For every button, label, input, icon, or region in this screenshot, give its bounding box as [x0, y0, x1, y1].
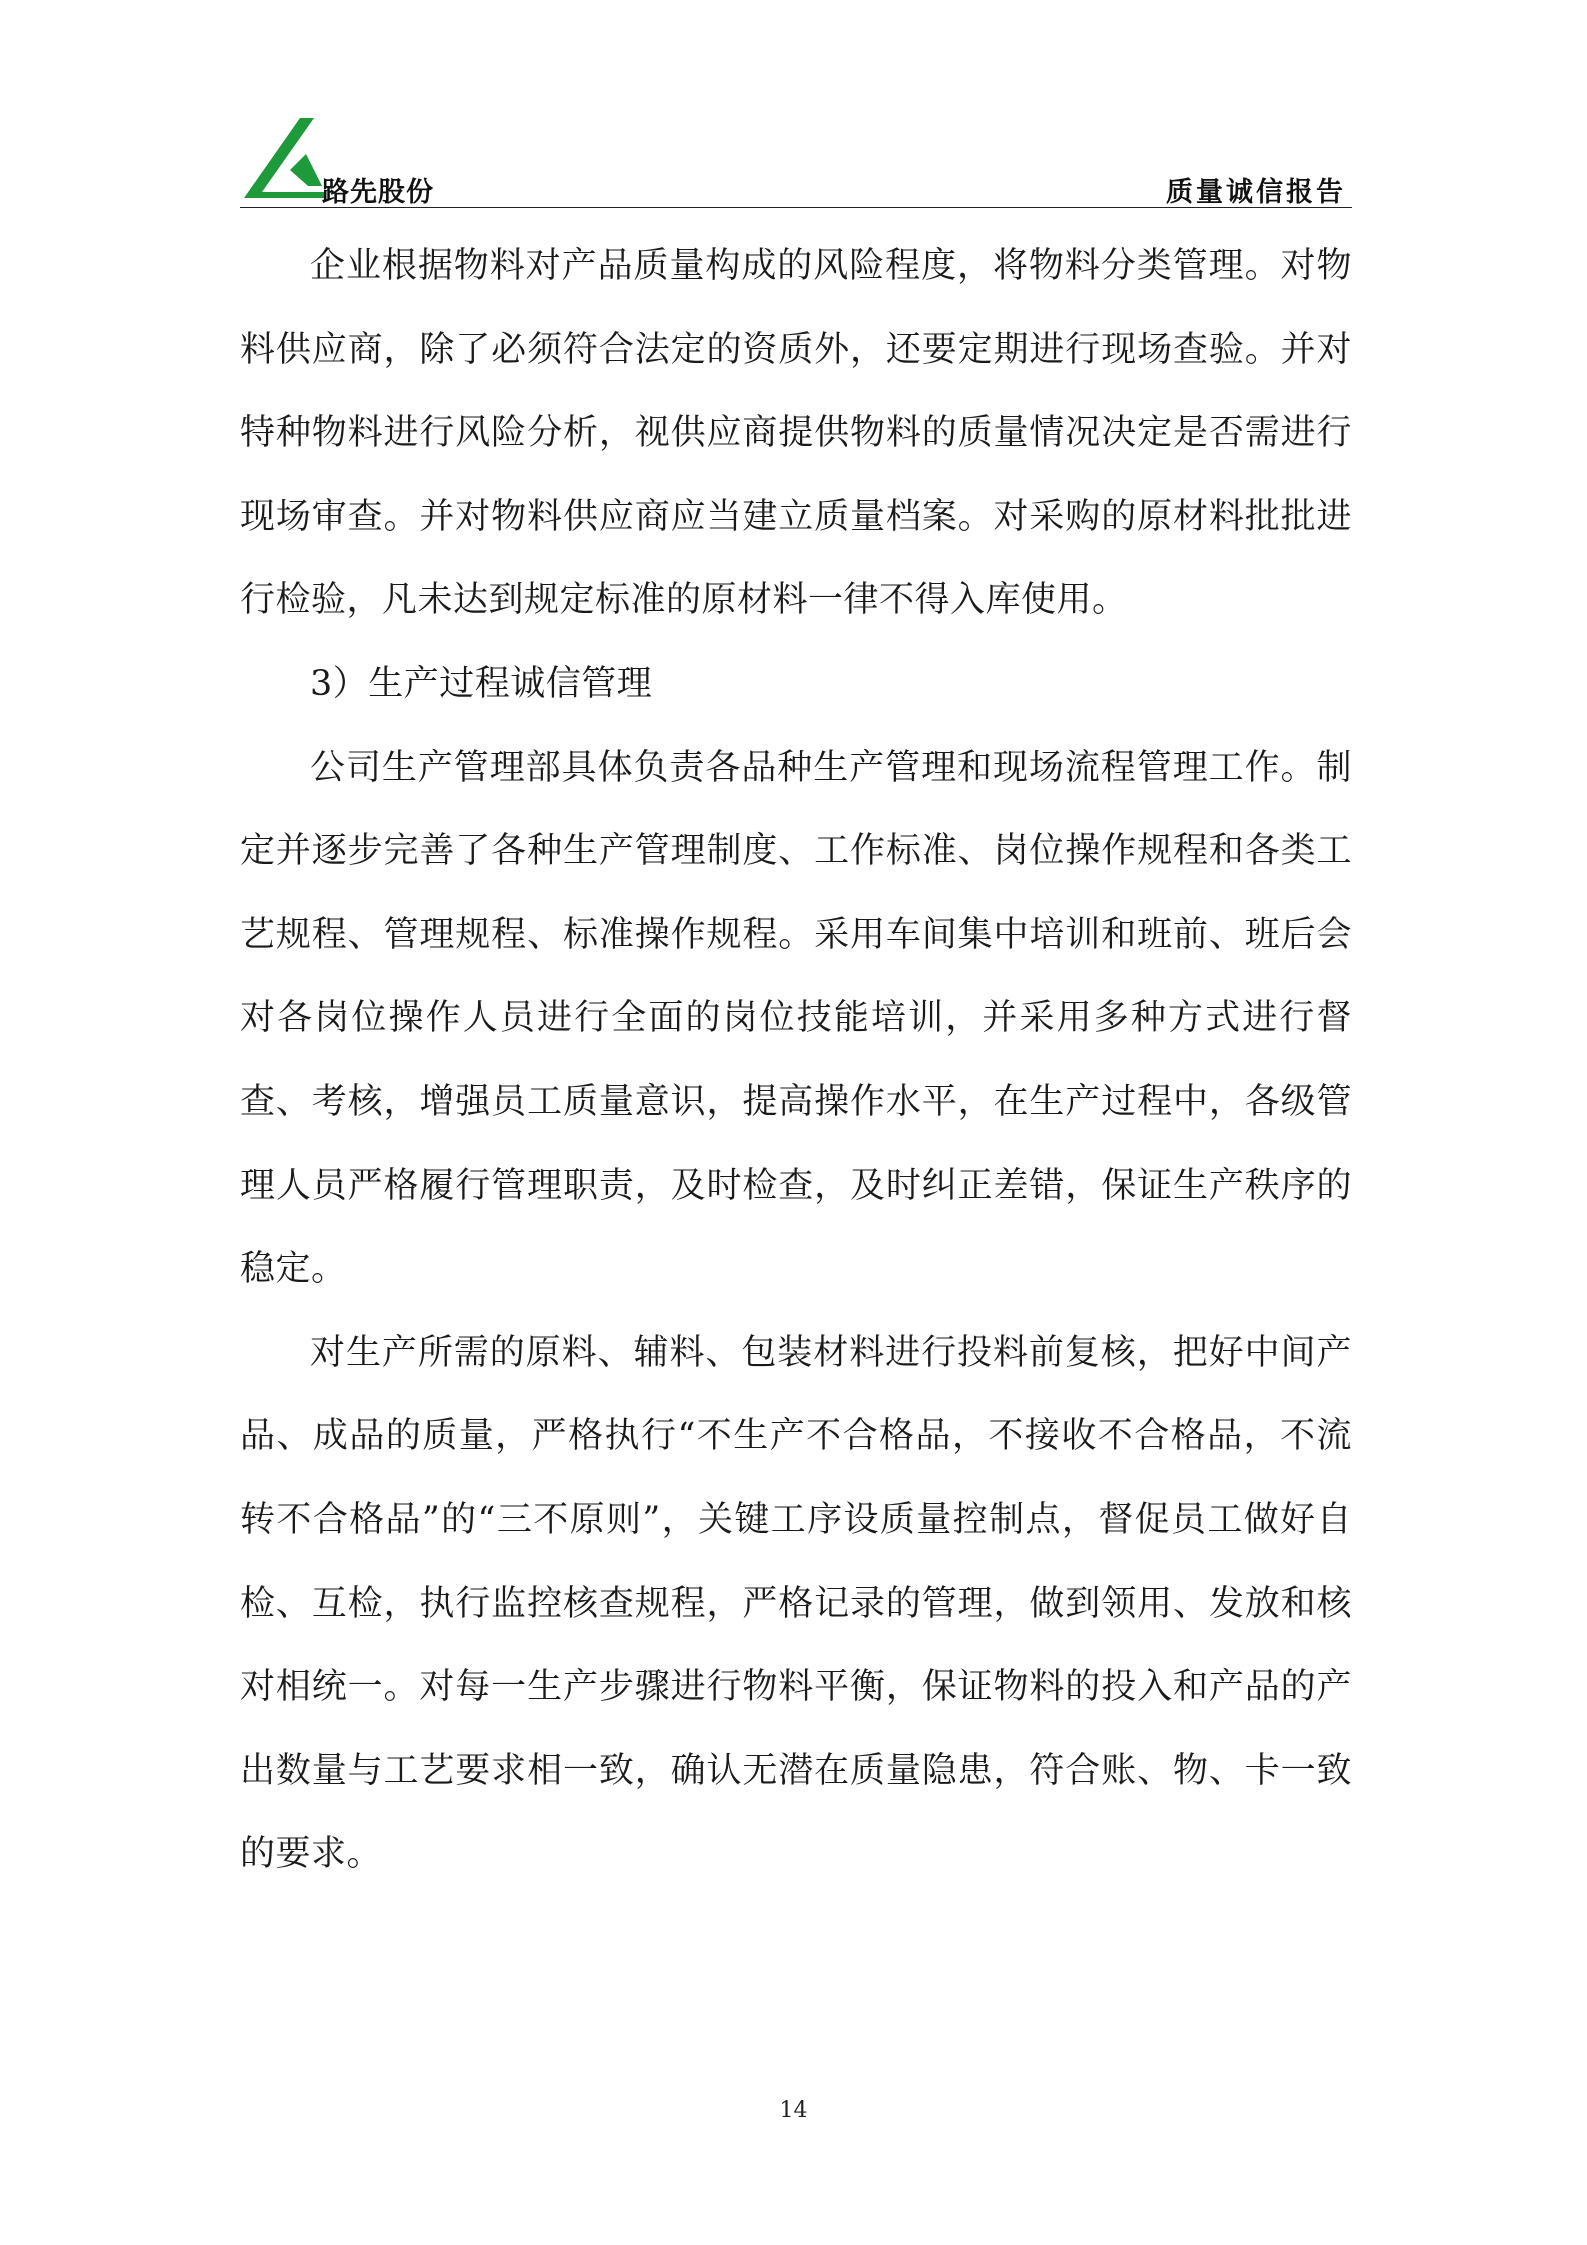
paragraph-materials: 企业根据物料对产品质量构成的风险程度，将物料分类管理。对物料供应商，除了必须符合法定的资质外，还要定期进行现场查验。并对特种物料进行风险分析，视供应商提供物料的质量情况决定是否需进行现场审查。并对物料供应商应当建立质量档案。对采购的原材料批批进行检验，凡未达到规定标准的原材料一律不得入库使用。	[240, 246, 1352, 621]
paragraph-production-control: 对生产所需的原料、辅料、包装材料进行投料前复核，把好中间产品、成品的质量，严格执行“不生产不合格品，不接收不合格品，不流转不合格品”的“三不原则”，关键工序设质量控制点，督促员工做好自检、互检，执行监控核查规程，严格记录的管理，做到领用、发放和核对相统一。对每一生产步骤进行物料平衡，保证物料的投入和产品的产出数量与工艺要求相一致，确认无潜在质量隐患，符合账、物、卡一致的要求。	[240, 1332, 1352, 1875]
company-name: 路先股份	[322, 177, 434, 208]
report-title: 质量诚信报告	[1166, 177, 1346, 208]
section-heading: 3）生产过程诚信管理	[310, 663, 653, 704]
header-divider	[240, 207, 1352, 208]
page-body	[240, 228, 1352, 1897]
page-number: 14	[779, 2098, 808, 2123]
company-logo-icon	[240, 112, 330, 204]
page-header	[240, 112, 1352, 208]
paragraph-production-management: 公司生产管理部具体负责各品种生产管理和现场流程管理工作。制定并逐步完善了各种生产管理制度、工作标准、岗位操作规程和各类工艺规程、管理规程、标准操作规程。采用车间集中培训和班前、班后会对各岗位操作人员进行全面的岗位技能培训，并采用多种方式进行督查、考核，增强员工质量意识，提高操作水平，在生产过程中，各级管理人员严格履行管理职责，及时检查，及时纠正差错，保证生产秩序的稳定。	[240, 747, 1352, 1290]
